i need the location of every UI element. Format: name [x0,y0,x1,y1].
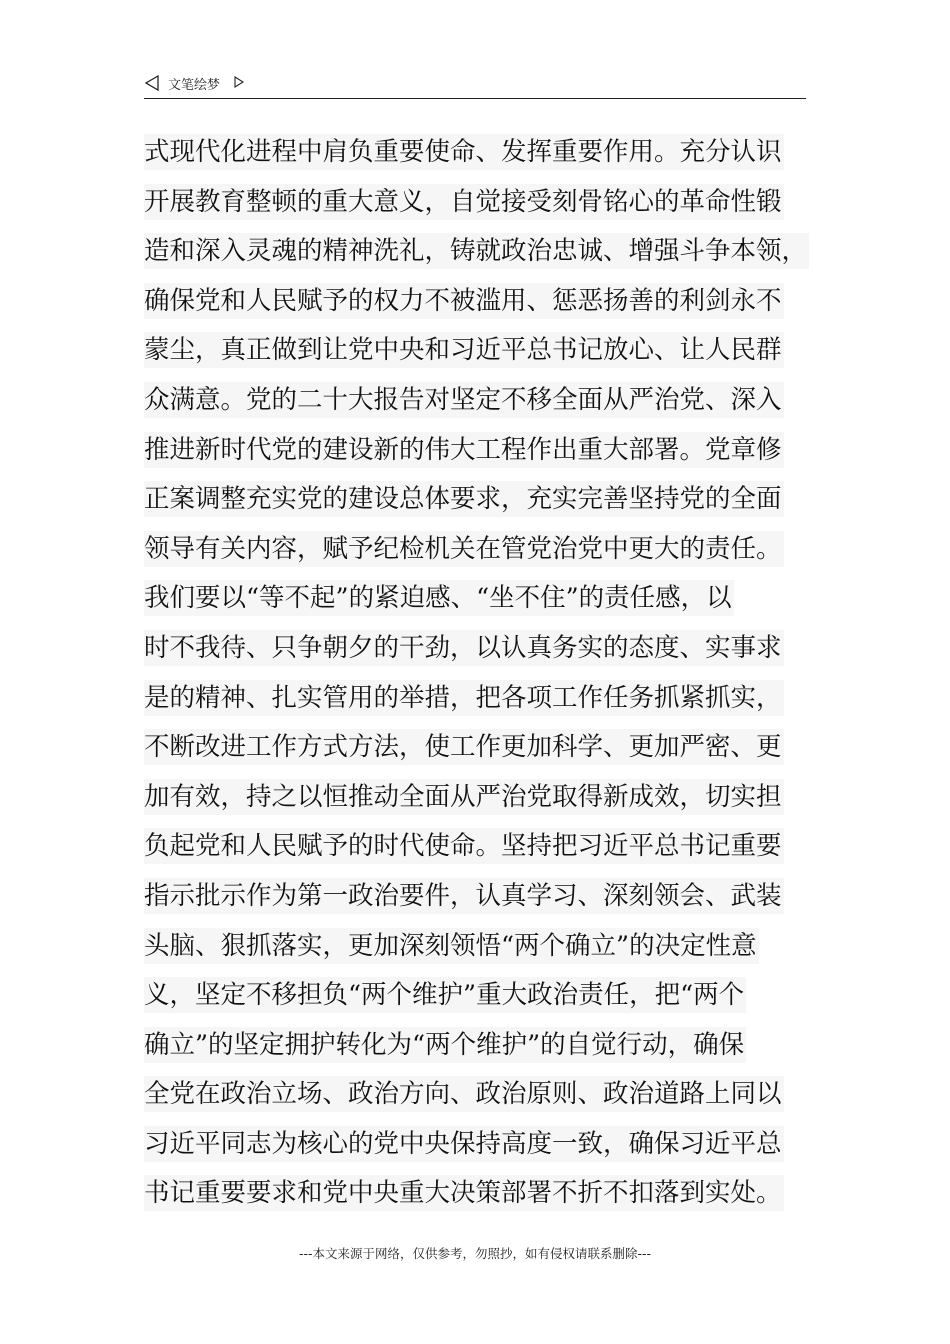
text-line: 不断改进工作方式方法，使工作更加科学、更加严密、更 [144,723,824,773]
text-line: 时不我待、只争朝夕的干劲，以认真务实的态度、实事求 [144,624,824,674]
text-line: 蒙尘，真正做到让党中央和习近平总书记放心、让人民群 [144,326,824,376]
triangle-left-outline-icon [144,75,160,91]
document-body [144,128,824,1219]
text-line: 开展教育整顿的重大意义，自觉接受刻骨铭心的革命性锻 [144,178,824,228]
text-line: 造和深入灵魂的精神洗礼，铸就政治忠诚、增强斗争本领， [144,227,824,277]
text-line: 推进新时代党的建设新的伟大工程作出重大部署。党章修 [144,426,824,476]
text-line: 书记重要要求和党中央重大决策部署不折不扣落到实处。 [144,1169,824,1219]
text-line: 指示批示作为第一政治要件，认真学习、深刻领会、武装 [144,872,824,922]
text-line: 是的精神、扎实管用的举措，把各项工作任务抓紧抓实， [144,674,824,724]
text-line: 众满意。党的二十大报告对坚定不移全面从严治党、深入 [144,376,824,426]
text-line: 确保党和人民赋予的权力不被滥用、惩恶扬善的利剑永不 [144,277,824,327]
text-line: 领导有关内容，赋予纪检机关在管党治党中更大的责任。 [144,525,824,575]
text-line: 头脑、狠抓落实，更加深刻领悟“两个确立”的决定性意 [144,922,824,972]
text-line: 确立”的坚定拥护转化为“两个维护”的自觉行动，确保 [144,1021,824,1071]
footer-disclaimer: ---本文来源于网络，仅供参考，勿照抄，如有侵权请联系删除--- [298,1246,652,1261]
text-line: 式现代化进程中肩负重要使命、发挥重要作用。充分认识 [144,128,824,178]
text-line: 义，坚定不移担负“两个维护”重大政治责任，把“两个 [144,971,824,1021]
page-header [144,72,806,99]
text-line: 负起党和人民赋予的时代使命。坚持把习近平总书记重要 [144,822,824,872]
text-line: 我们要以“等不起”的紧迫感、“坐不住”的责任感，以 [144,574,824,624]
triangle-right-outline-icon [234,76,244,88]
text-line: 正案调整充实党的建设总体要求，充实完善坚持党的全面 [144,475,824,525]
text-line: 全党在政治立场、政治方向、政治原则、政治道路上同以 [144,1070,824,1120]
text-line: 加有效，持之以恒推动全面从严治党取得新成效，切实担 [144,773,824,823]
header-title: 文笔绘梦 [168,78,221,93]
text-line: 习近平同志为核心的党中央保持高度一致，确保习近平总 [144,1120,824,1170]
